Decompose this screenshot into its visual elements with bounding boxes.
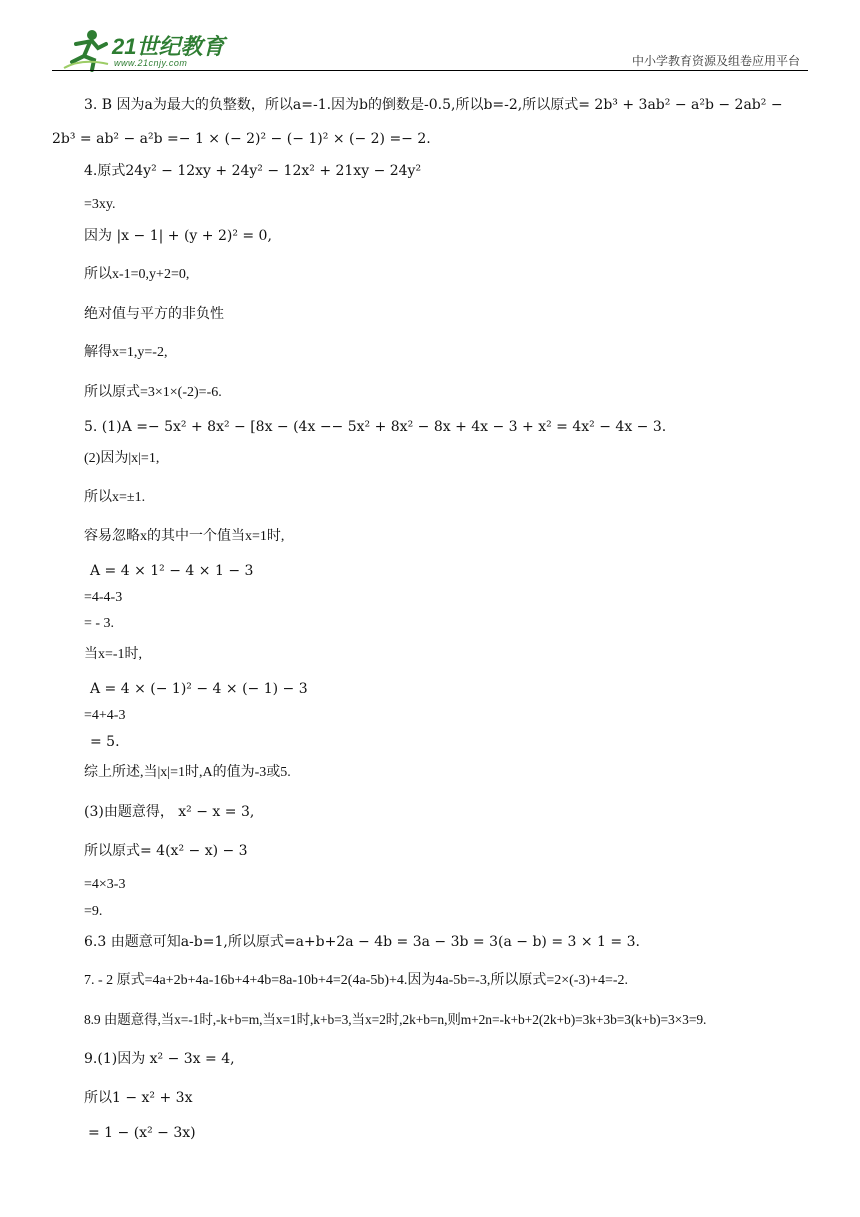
- answer-5-line-13: (3)由题意得， x² − x = 3,: [84, 804, 255, 820]
- answer-5-line-12: 综上所述,当|x|=1时,A的值为-3或5.: [84, 765, 291, 780]
- answer-8-line: 8.9 由题意得,当x=-1时,-k+b=m,当x=1时,k+b=3,当x=2时,2k+b=n,则m+2n=-k+b+2(2k+b)=3k+3b=3(k+b)=3×3=9.: [84, 1012, 707, 1027]
- answer-5-line-5: A = 4 × 1² − 4 × 1 − 3: [90, 563, 254, 579]
- answer-5-line-1: 5. (1)A =− 5x² + 8x² − [8x − (4x −− 5x² + 8x² − 8x + 4x − 3 + x² = 4x² − 4x − 3.: [84, 419, 667, 435]
- answer-5-line-7: = - 3.: [84, 616, 115, 631]
- answer-4-note: 绝对值与平方的非负性: [84, 306, 224, 322]
- answer-5-line-16: =9.: [84, 904, 103, 919]
- answer-5-line-8: 当x=-1时,: [84, 647, 143, 662]
- answer-9-line-2: 所以1 − x² + 3x: [84, 1090, 193, 1106]
- answer-5-line-11: = 5.: [90, 734, 120, 750]
- answer-4-line-6: 所以原式=3×1×(-2)=-6.: [84, 385, 222, 400]
- answer-5-line-10: =4+4-3: [84, 708, 126, 723]
- answer-7-line: 7. - 2 原式=4a+2b+4a-16b+4+4b=8a-10b+4=2(4a-5b)+4.因为4a-5b=-3,所以原式=2×(-3)+4=-2.: [84, 973, 629, 988]
- header-platform-text: 中小学教育资源及组卷应用平台: [631, 54, 800, 68]
- answer-3-line-1: 3. B 因为a为最大的负整数，所以a=-1.因为b的倒数是-0.5,所以b=-2,所以原式= 2b³ + 3ab² − a²b − 2ab² −: [84, 97, 783, 113]
- answer-6-line: 6.3 由题意可知a-b=1,所以原式=a+b+2a − 4b = 3a − 3b = 3(a − b) = 3 × 1 = 3.: [84, 934, 640, 950]
- answer-4-line-4: 所以x-1=0,y+2=0,: [84, 267, 190, 282]
- answer-9-line-1: 9.(1)因为 x² − 3x = 4,: [84, 1051, 235, 1067]
- answer-5-line-9: A = 4 × (− 1)² − 4 × (− 1) − 3: [90, 681, 308, 697]
- answer-5-line-6: =4-4-3: [84, 590, 123, 605]
- answer-5-line-14: 所以原式= 4(x² − x) − 3: [84, 843, 248, 859]
- answer-4-line-5: 解得x=1,y=-2,: [84, 345, 168, 360]
- answer-4-line-3: 因为 |x − 1| + (y + 2)² = 0,: [84, 228, 272, 244]
- header-divider: [52, 70, 808, 71]
- answer-4-line-2: =3xy.: [84, 197, 116, 212]
- logo-url: www.21cnjy.com: [114, 58, 188, 68]
- logo: [62, 28, 232, 72]
- answer-3-line-2: 2b³ = ab² − a²b =− 1 × (− 2)² − (− 1)² × (− 2) =− 2.: [52, 131, 431, 147]
- answer-5-line-3: 所以x=±1.: [84, 490, 146, 505]
- answer-9-line-3: = 1 − (x² − 3x): [88, 1125, 196, 1141]
- answer-5-line-15: =4×3-3: [84, 877, 126, 892]
- answer-5-line-4: 容易忽略x的其中一个值当x=1时,: [84, 529, 285, 544]
- logo-text: 21世纪教育: [112, 34, 225, 59]
- runner-logo-icon: [62, 28, 110, 72]
- page-header: [0, 0, 860, 80]
- answer-5-line-2: (2)因为|x|=1,: [84, 451, 160, 466]
- answer-4-line-1: 4.原式24y² − 12xy + 24y² − 12x² + 21xy − 24y²: [84, 163, 422, 179]
